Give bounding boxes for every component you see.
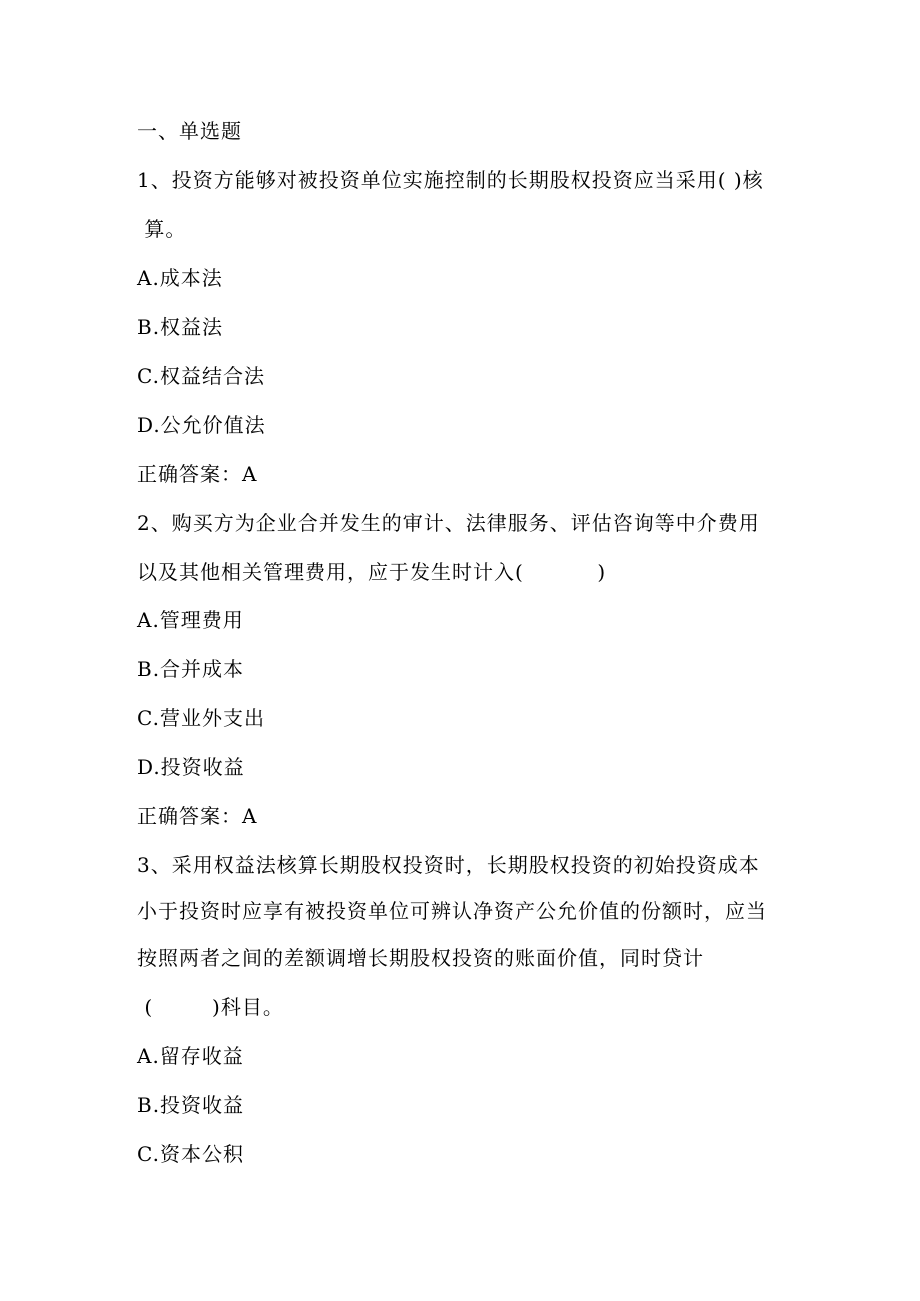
question-3-line-4: ( )科目。 (137, 995, 284, 1019)
question-2-line-1: 2、购买方为企业合并发生的审计、法律服务、评估咨询等中介费用 (137, 511, 760, 535)
question-1-answer: 正确答案：A (137, 462, 258, 486)
question-2-answer: 正确答案：A (137, 804, 258, 828)
section-title: 一、单选题 (137, 119, 242, 143)
question-3-option-b: B.投资收益 (137, 1093, 245, 1117)
question-2-option-c: C.营业外支出 (137, 706, 265, 730)
question-2-option-b: B.合并成本 (137, 657, 245, 681)
question-1-line-1: 1、投资方能够对被投资单位实施控制的长期股权投资应当采用( )核 (137, 168, 764, 192)
question-3-option-a: A.留存收益 (137, 1044, 244, 1068)
question-3-line-2: 小于投资时应享有被投资单位可辨认净资产公允价值的份额时，应当 (137, 899, 767, 923)
question-3-option-c: C.资本公积 (137, 1142, 244, 1166)
question-1-option-a: A.成本法 (137, 266, 223, 290)
question-2-line-2: 以及其他相关管理费用，应于发生时计入( ) (137, 560, 607, 584)
question-1-option-c: C.权益结合法 (137, 364, 265, 388)
question-1-option-d: D.公允价值法 (137, 413, 266, 437)
question-1-option-b: B.权益法 (137, 315, 224, 339)
question-2-option-a: A.管理费用 (137, 608, 244, 632)
question-3-line-3: 按照两者之间的差额调增长期股权投资的账面价值，同时贷计 (137, 946, 704, 970)
question-3-line-1: 3、采用权益法核算长期股权投资时，长期股权投资的初始投资成本 (137, 853, 760, 877)
question-2-option-d: D.投资收益 (137, 755, 245, 779)
question-1-line-2: 算。 (137, 217, 187, 241)
